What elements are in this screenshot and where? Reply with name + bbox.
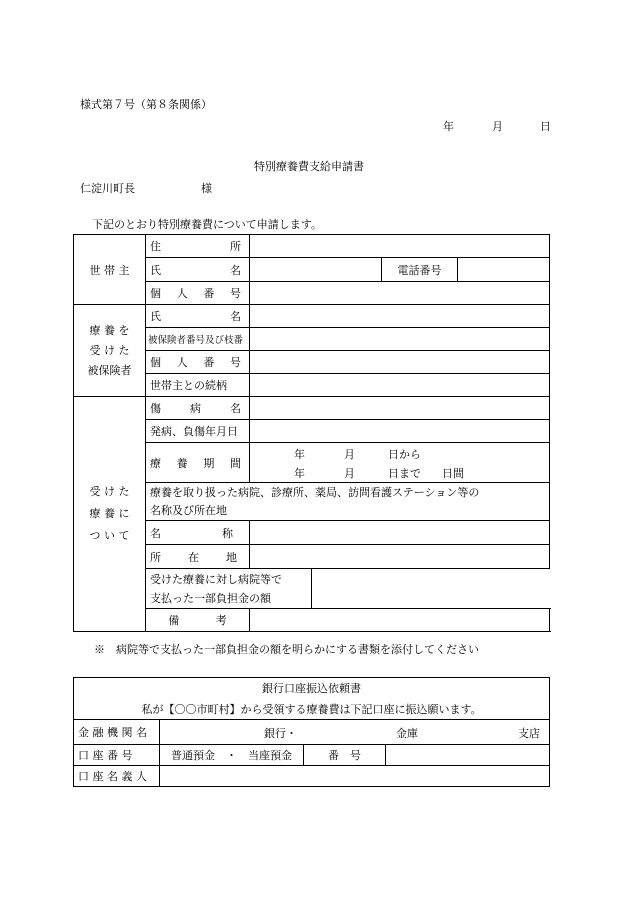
address-field[interactable] — [250, 235, 550, 258]
account-type-options[interactable]: 普通預金 ・ 当座預金 — [160, 745, 304, 766]
form-number: 様式第７号（第８条関係） — [80, 98, 212, 111]
account-holder-field[interactable] — [160, 766, 550, 787]
facility-address-label: 所 在 地 — [146, 545, 250, 569]
phone-label: 電話番号 — [382, 258, 458, 282]
insured-number-label: 被保険者番号及び枝番 — [146, 328, 250, 351]
account-number-field[interactable] — [386, 745, 550, 766]
shinkin-suffix: 金庫 — [396, 726, 418, 740]
treatment-group: 受 け た 療 養 に つ い て — [74, 397, 146, 632]
facility-address-field[interactable] — [250, 545, 550, 569]
phone-field[interactable] — [458, 258, 550, 282]
period-to-month: 月 — [344, 466, 355, 480]
date-month: 月 — [492, 120, 503, 133]
facility-name-label: 名 称 — [146, 521, 250, 545]
head-of-household-group: 世 帯 主 — [74, 235, 146, 305]
period-to-year: 年 — [294, 466, 305, 480]
account-type-label: 口 座 番 号 — [74, 745, 160, 766]
period-from-month: 月 — [344, 447, 355, 461]
bank-title: 銀行口座振込依頼書 — [74, 678, 550, 699]
period-field[interactable] — [250, 443, 550, 483]
addressee-name: 仁淀川町長 — [80, 182, 135, 195]
copay-blank — [312, 569, 550, 609]
form-title: 特別療養費支給申請書 — [254, 160, 364, 173]
attachment-note: ※ 病院等で支払った一部負担金の額を明らかにする書類を添付してください — [94, 643, 479, 656]
account-holder-label: 口 座 名 義 人 — [74, 766, 160, 787]
remarks-field[interactable] — [250, 609, 550, 632]
address-label: 住 所 — [146, 235, 250, 258]
insured-personal-number-label: 個 人 番 号 — [146, 351, 250, 374]
personal-number-label: 個 人 番 号 — [146, 282, 250, 305]
insured-group: 療 養 を 受 け た 被保険者 — [74, 305, 146, 397]
facility-name-field[interactable] — [250, 521, 550, 545]
insured-name-label: 氏 名 — [146, 305, 250, 328]
remarks-label: 備 考 — [146, 609, 250, 632]
period-from-day: 日から — [388, 447, 421, 461]
insured-personal-number-field[interactable] — [250, 351, 550, 374]
onset-label: 発病、負傷年月日 — [146, 420, 250, 443]
copay-label: 受けた療養に対し病院等で 支払った一部負担金の額 — [146, 569, 312, 609]
disease-field[interactable] — [250, 397, 550, 420]
intro-text: 下記のとおり特別療養費について申請します。 — [92, 218, 322, 231]
name-label: 氏 名 — [146, 258, 250, 282]
institution-field[interactable] — [160, 720, 550, 745]
facility-note: 療養を取り扱った病院、診療所、薬局、訪問看護ステーション等の 名称及び所在地 — [146, 483, 550, 521]
insured-number-field[interactable] — [250, 328, 550, 351]
bank-suffix: 銀行・ — [264, 726, 297, 740]
onset-field[interactable] — [250, 420, 550, 443]
branch-suffix: 支店 — [518, 726, 540, 740]
date-day: 日 — [540, 120, 551, 133]
bank-transfer-table — [73, 677, 550, 787]
insured-name-field[interactable] — [250, 305, 550, 328]
disease-label: 傷 病 名 — [146, 397, 250, 420]
institution-label: 金 融 機 関 名 — [74, 720, 160, 745]
account-number-label: 番 号 — [304, 745, 386, 766]
application-table — [73, 234, 550, 632]
period-to-day: 日まで — [388, 466, 421, 480]
period-label: 療 養 期 間 — [146, 443, 250, 483]
period-from-year: 年 — [294, 447, 305, 461]
relation-field[interactable] — [250, 374, 550, 397]
name-field[interactable] — [250, 258, 382, 282]
relation-label: 世帯主との続柄 — [146, 374, 250, 397]
addressee-honorific: 様 — [201, 182, 212, 195]
date-year: 年 — [443, 120, 454, 133]
personal-number-field[interactable] — [250, 282, 550, 305]
period-days: 日間 — [442, 466, 464, 480]
bank-request-text: 私が【〇〇市町村】から受領する療養費は下記口座に振込願います。 — [74, 699, 550, 720]
